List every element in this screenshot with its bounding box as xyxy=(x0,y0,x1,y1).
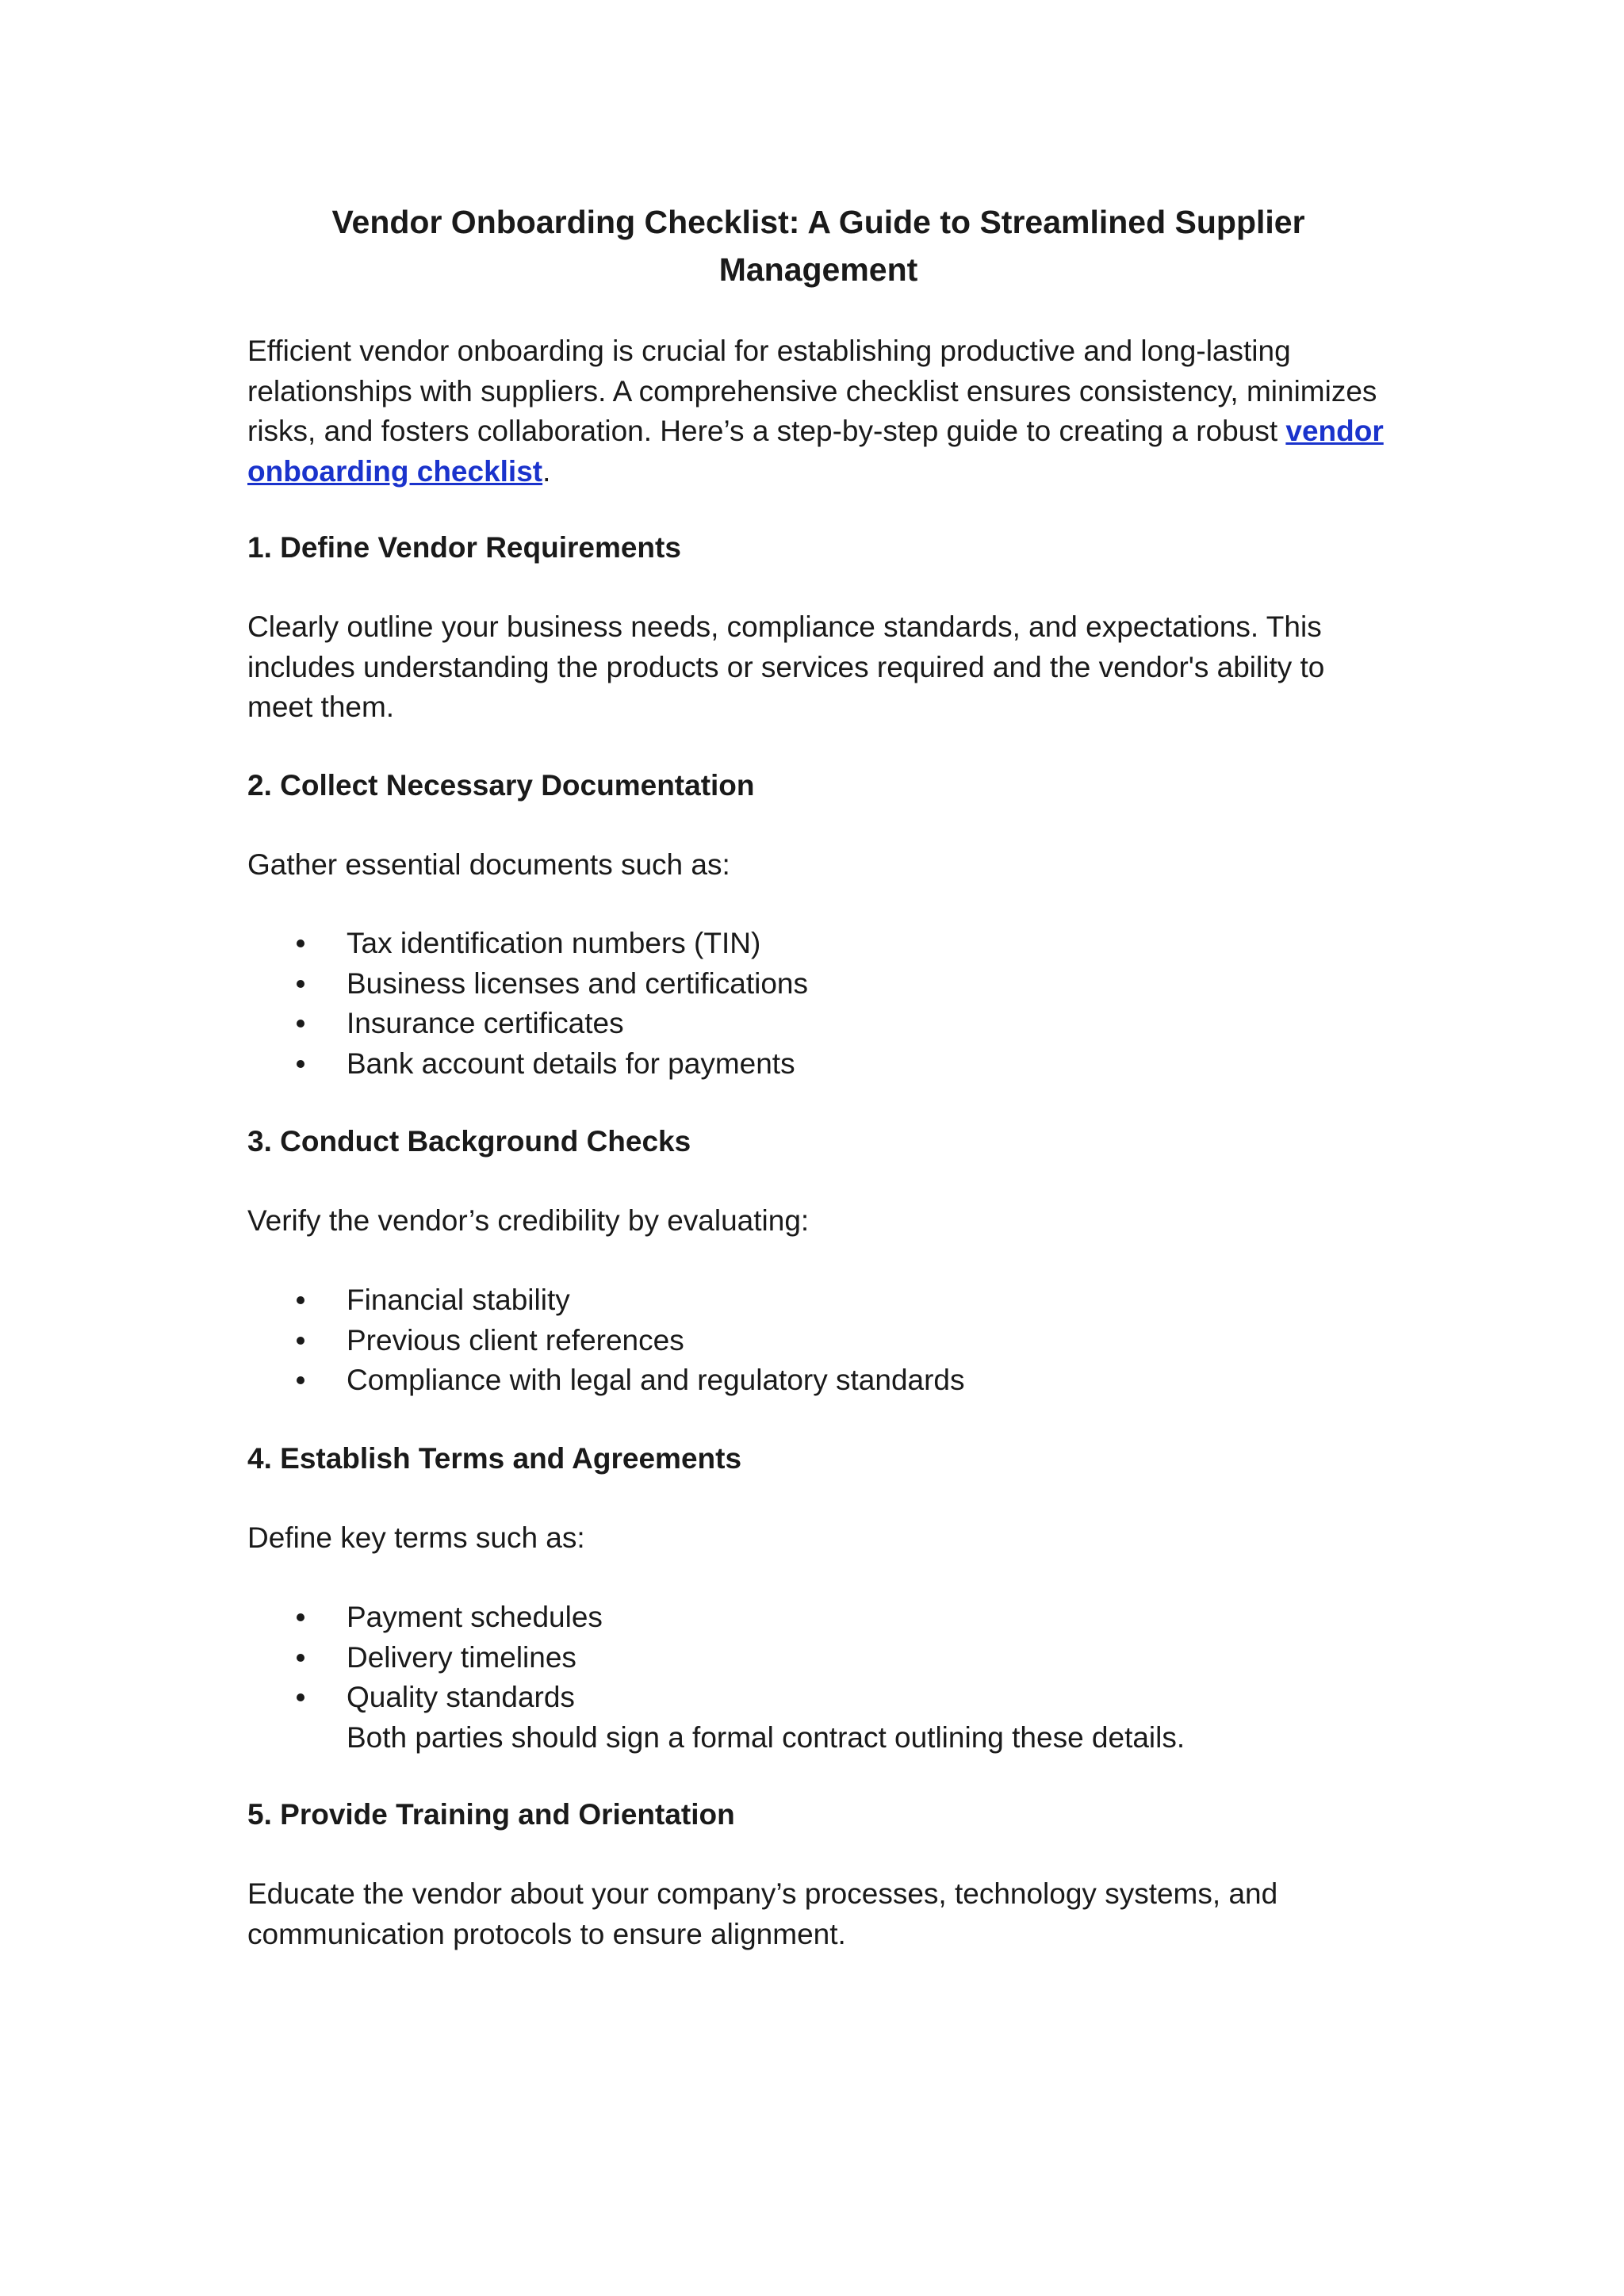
section-heading-background-checks: 3. Conduct Background Checks xyxy=(247,1125,691,1158)
section-heading-terms-agreements: 4. Establish Terms and Agreements xyxy=(247,1442,742,1475)
bullet-icon xyxy=(297,1337,304,1345)
list-item xyxy=(247,924,1389,964)
list-item-text: Insurance certificates xyxy=(347,1007,624,1039)
list-item-text: Financial stability xyxy=(347,1284,570,1316)
list-item xyxy=(247,1004,1389,1044)
bullet-icon xyxy=(297,1613,304,1621)
list-item xyxy=(247,964,1389,1004)
bullet-icon xyxy=(297,1693,304,1701)
list-item-text: Tax identification numbers (TIN) xyxy=(347,927,761,959)
page-title xyxy=(247,198,1389,293)
list-item-text: Payment schedules xyxy=(347,1601,603,1633)
bullet-icon xyxy=(297,1060,304,1068)
list-item-text: Bank account details for payments xyxy=(347,1047,795,1080)
section-heading-define-vendor-requirements: 1. Define Vendor Requirements xyxy=(247,531,681,564)
bullet-icon xyxy=(297,1020,304,1027)
vendor-onboarding-checklist-link[interactable]: vendor onboarding checklist xyxy=(247,415,1384,488)
intro-paragraph xyxy=(247,331,1389,492)
list-item xyxy=(247,1598,1389,1638)
intro-text: Efficient vendor onboarding is crucial for establishing productive and long-lasting relationships with suppliers. A comprehensive checklist ensures consistency, minimizes risks, and fosters collaboration. Here’s a step-by-step guide to creating a robust xyxy=(247,335,1377,447)
list-item-text: Business licenses and certifications xyxy=(347,966,809,1000)
list-item-text: Delivery timelines xyxy=(347,1640,576,1674)
list-item xyxy=(247,1638,1389,1678)
list-item-text: Compliance with legal and regulatory standards xyxy=(347,1364,965,1396)
section-heading-collect-documentation: 2. Collect Necessary Documentation xyxy=(247,769,755,802)
intro-text-end: . xyxy=(542,454,551,488)
page-title-line-2: Management xyxy=(718,251,918,288)
background-checks-bullet-list xyxy=(247,1280,1389,1401)
documentation-bullet-list xyxy=(247,924,1389,1084)
section-body-training-orientation: Educate the vendor about your company’s processes, technology systems, and communication protocols to ensure alignment. xyxy=(247,1877,1278,1950)
list-item xyxy=(247,1044,1389,1085)
section-body-terms-agreements: Define key terms such as: xyxy=(247,1521,585,1554)
list-item xyxy=(247,1678,1389,1758)
bullet-icon xyxy=(297,1376,304,1384)
list-item xyxy=(247,1360,1389,1401)
bullet-icon xyxy=(297,1296,304,1304)
section-body-background-checks: Verify the vendor’s credibility by evaluating: xyxy=(247,1204,810,1237)
section-body-collect-documentation: Gather essential documents such as: xyxy=(247,848,730,881)
bullet-icon xyxy=(297,1654,304,1662)
contract-note: Both parties should sign a formal contract outlining these details. xyxy=(347,1720,1185,1754)
bullet-icon xyxy=(297,939,304,947)
list-item xyxy=(247,1280,1389,1321)
page-title-line-1: Vendor Onboarding Checklist: A Guide to Streamlined Supplier xyxy=(331,204,1305,240)
section-heading-training-orientation: 5. Provide Training and Orientation xyxy=(247,1798,735,1831)
list-item-text: Quality standards xyxy=(347,1681,575,1713)
bullet-icon xyxy=(297,980,304,988)
section-body-define-vendor-requirements: Clearly outline your business needs, compliance standards, and expectations. This includes understanding the products or services required and the vendor's ability to meet them. xyxy=(247,610,1325,723)
list-item-text: Previous client references xyxy=(347,1323,684,1357)
list-item xyxy=(247,1321,1389,1361)
terms-bullet-list xyxy=(247,1598,1389,1758)
